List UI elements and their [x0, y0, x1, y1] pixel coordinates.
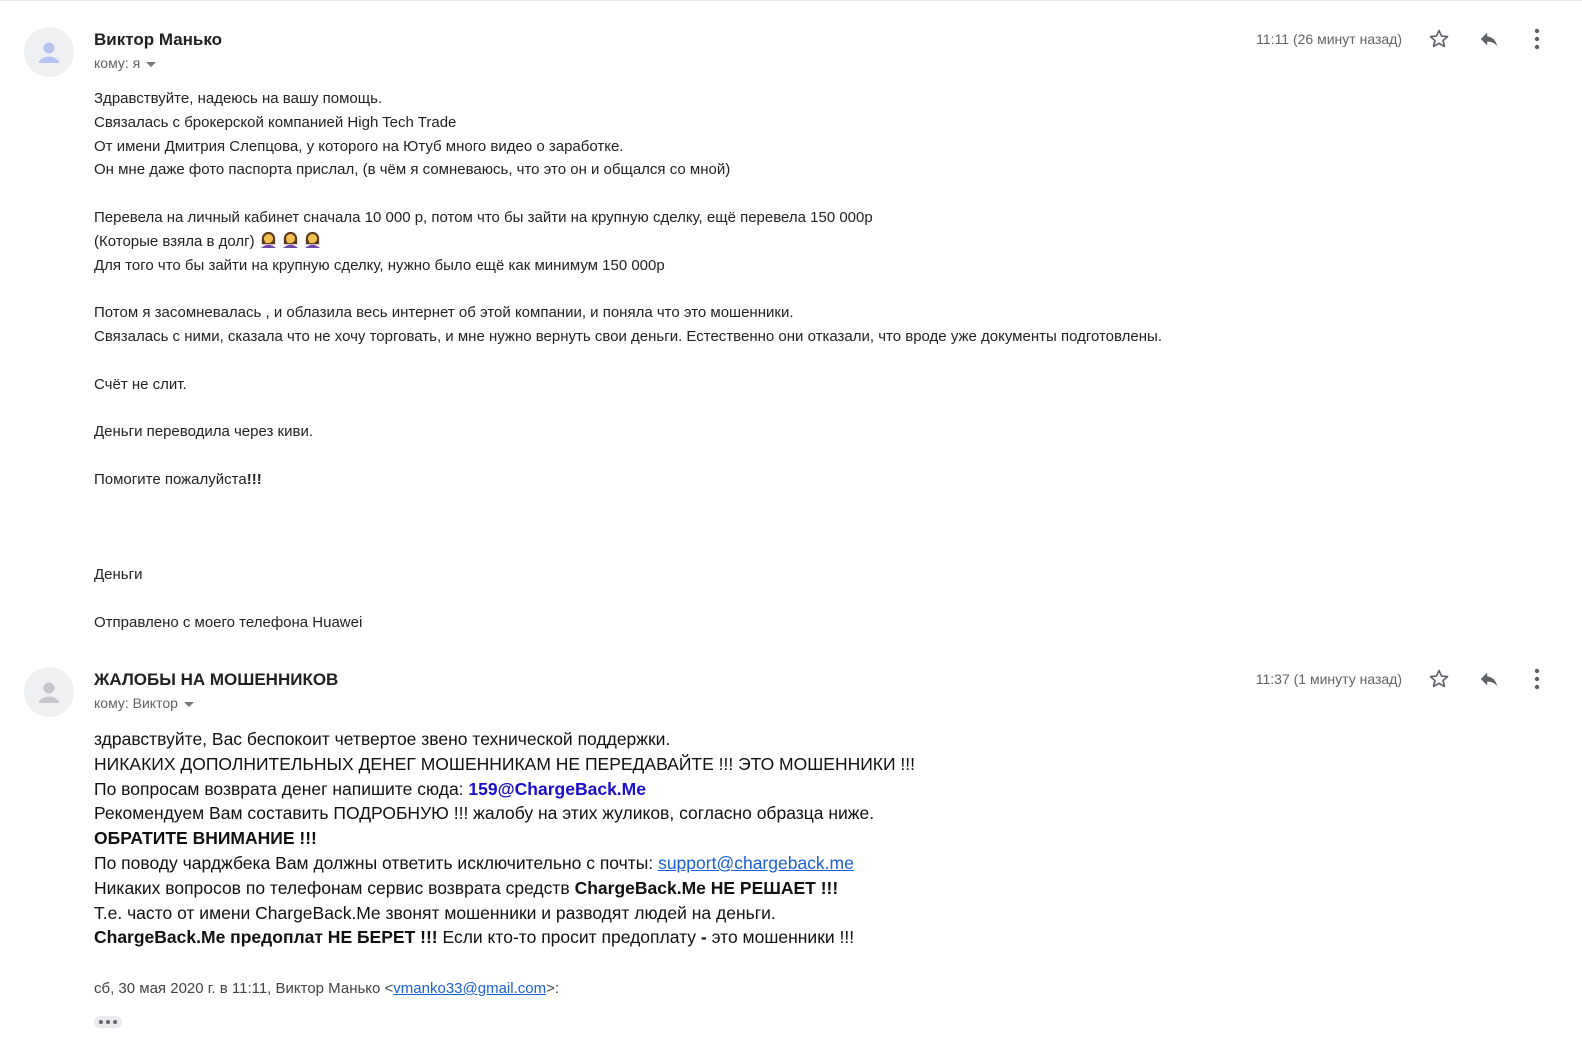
quoted-sender-email-link[interactable]: vmanko33@gmail.com [393, 980, 547, 997]
body-text: (Которые взяла в долг) [94, 232, 255, 250]
body-line [94, 230, 1162, 254]
body-line [94, 876, 915, 901]
body-line [94, 925, 915, 950]
body-line-bold: ОБРАТИТЕ ВНИМАНИЕ !!! [94, 828, 317, 849]
body-text: это мошенники !!! [706, 927, 855, 948]
dot-icon [99, 1020, 103, 1024]
recipient-label: кому: Виктор [94, 695, 178, 711]
body-line: Связалась с брокерской компанией High Tech Trade [94, 113, 457, 131]
show-trimmed-content-button[interactable] [94, 1016, 122, 1028]
body-text: По вопросам возврата денег напишите сюда: [94, 778, 469, 799]
recipient-label: кому: я [94, 55, 141, 71]
body-line: Рекомендуем Вам составить ПОДРОБНУЮ !!! жалобу на этих жуликов, согласно образца ниже. [94, 803, 875, 824]
body-line: Т.е. часто от имени ChargeBack.Me звонят мошенники и разводят людей на деньги. [94, 902, 776, 923]
body-line: Отправлено с моего телефона Huawei [94, 613, 363, 631]
top-divider [0, 0, 1582, 1]
dot-icon [106, 1020, 110, 1024]
sender-name[interactable]: ЖАЛОБЫ НА МОШЕННИКОВ [94, 670, 339, 689]
body-line [94, 777, 915, 802]
body-line: Перевела на личный кабинет сначала 10 000 р, потом что бы зайти на крупную сделку, ещё перевела 150 000р [94, 208, 873, 226]
blank-line [94, 515, 1162, 539]
body-line: здравствуйте, Вас беспокоит четвертое звено технической поддержки. [94, 729, 671, 749]
blank-line [94, 492, 1162, 516]
blank-line [94, 277, 1162, 301]
more-vert-icon[interactable] [1524, 26, 1550, 52]
message-time: 11:11 (26 минут назад) [1256, 31, 1402, 47]
body-text-bold: ChargeBack.Me НЕ РЕШАЕТ !!! [574, 877, 839, 898]
body-line: Связалась с ними, сказала что не хочу торговать, и мне нужно вернуть свои деньги. Естественно они отказали, что вроде уже документы подготовлены. [94, 327, 1162, 345]
chevron-down-icon [184, 702, 194, 707]
woman-facepalming-emoji [281, 230, 300, 249]
blank-line [94, 444, 1162, 468]
body-line [94, 851, 915, 876]
recipient-dropdown[interactable] [94, 55, 156, 71]
body-line: Потом я засомневалась , и облазила весь интернет об этой компании, и поняла что это мошенники. [94, 304, 794, 322]
reply-icon[interactable] [1476, 26, 1502, 52]
star-icon[interactable] [1426, 26, 1452, 52]
recipient-dropdown[interactable] [94, 695, 194, 711]
body-text: По поводу чарджбека Вам должны ответить исключительно с почты: [94, 852, 659, 873]
body-text: Если кто-то просит предоплату [437, 927, 701, 948]
body-text-bold: ChargeBack.Me предоплат НЕ БЕРЕТ !!! [94, 927, 438, 948]
body-text: Никаких вопросов по телефонам сервис возврата средств [94, 877, 575, 898]
woman-facepalming-emoji [259, 230, 278, 249]
message-2-body [94, 727, 915, 950]
sender-name[interactable]: Виктор Манько [94, 30, 223, 49]
quote-prefix: сб, 30 мая 2020 г. в 11:11, Виктор Манько < [94, 980, 394, 997]
message-time: 11:37 (1 минуту назад) [1255, 671, 1402, 687]
body-line: Деньги [94, 565, 143, 583]
body-line: НИКАКИХ ДОПОЛНИТЕЛЬНЫХ ДЕНЕГ МОШЕННИКАМ НЕ ПЕРЕДАВАЙТЕ !!! ЭТО МОШЕННИКИ !!! [94, 753, 916, 774]
support-email-link[interactable]: support@chargeback.me [658, 852, 854, 873]
reply-icon[interactable] [1476, 666, 1502, 692]
person-icon[interactable] [24, 667, 74, 717]
blank-line [94, 182, 1162, 206]
body-line: От имени Дмитрия Слепцова, у которого на Ютуб много видео о заработке. [94, 137, 624, 155]
blank-line [94, 349, 1162, 373]
star-icon[interactable] [1426, 666, 1452, 692]
body-text-bold: - [700, 927, 707, 948]
body-line [94, 468, 1162, 492]
woman-facepalming-emoji [303, 230, 322, 249]
body-line: Счёт не слит. [94, 375, 187, 393]
person-icon[interactable] [24, 27, 74, 77]
chargeback-email-text: 159@ChargeBack.Me [468, 778, 646, 799]
message-1-body [94, 87, 1162, 634]
body-text-bold: !!! [246, 470, 262, 488]
quoted-message-header [94, 980, 559, 997]
blank-line [94, 587, 1162, 611]
body-line: Деньги переводила через киви. [94, 423, 313, 441]
body-line: Для того что бы зайти на крупную сделку, нужно было ещё как минимум 150 000р [94, 256, 665, 274]
chevron-down-icon [146, 62, 156, 67]
quote-suffix: >: [546, 980, 560, 997]
blank-line [94, 539, 1162, 563]
dot-icon [113, 1020, 117, 1024]
body-line: Здравствуйте, надеюсь на вашу помощь. [94, 90, 383, 107]
body-line: Он мне даже фото паспорта прислал, (в чём я сомневаюсь, что это он и общался со мной) [94, 161, 731, 179]
body-text: Помогите пожалуйста [94, 470, 247, 488]
blank-line [94, 396, 1162, 420]
more-vert-icon[interactable] [1524, 666, 1550, 692]
